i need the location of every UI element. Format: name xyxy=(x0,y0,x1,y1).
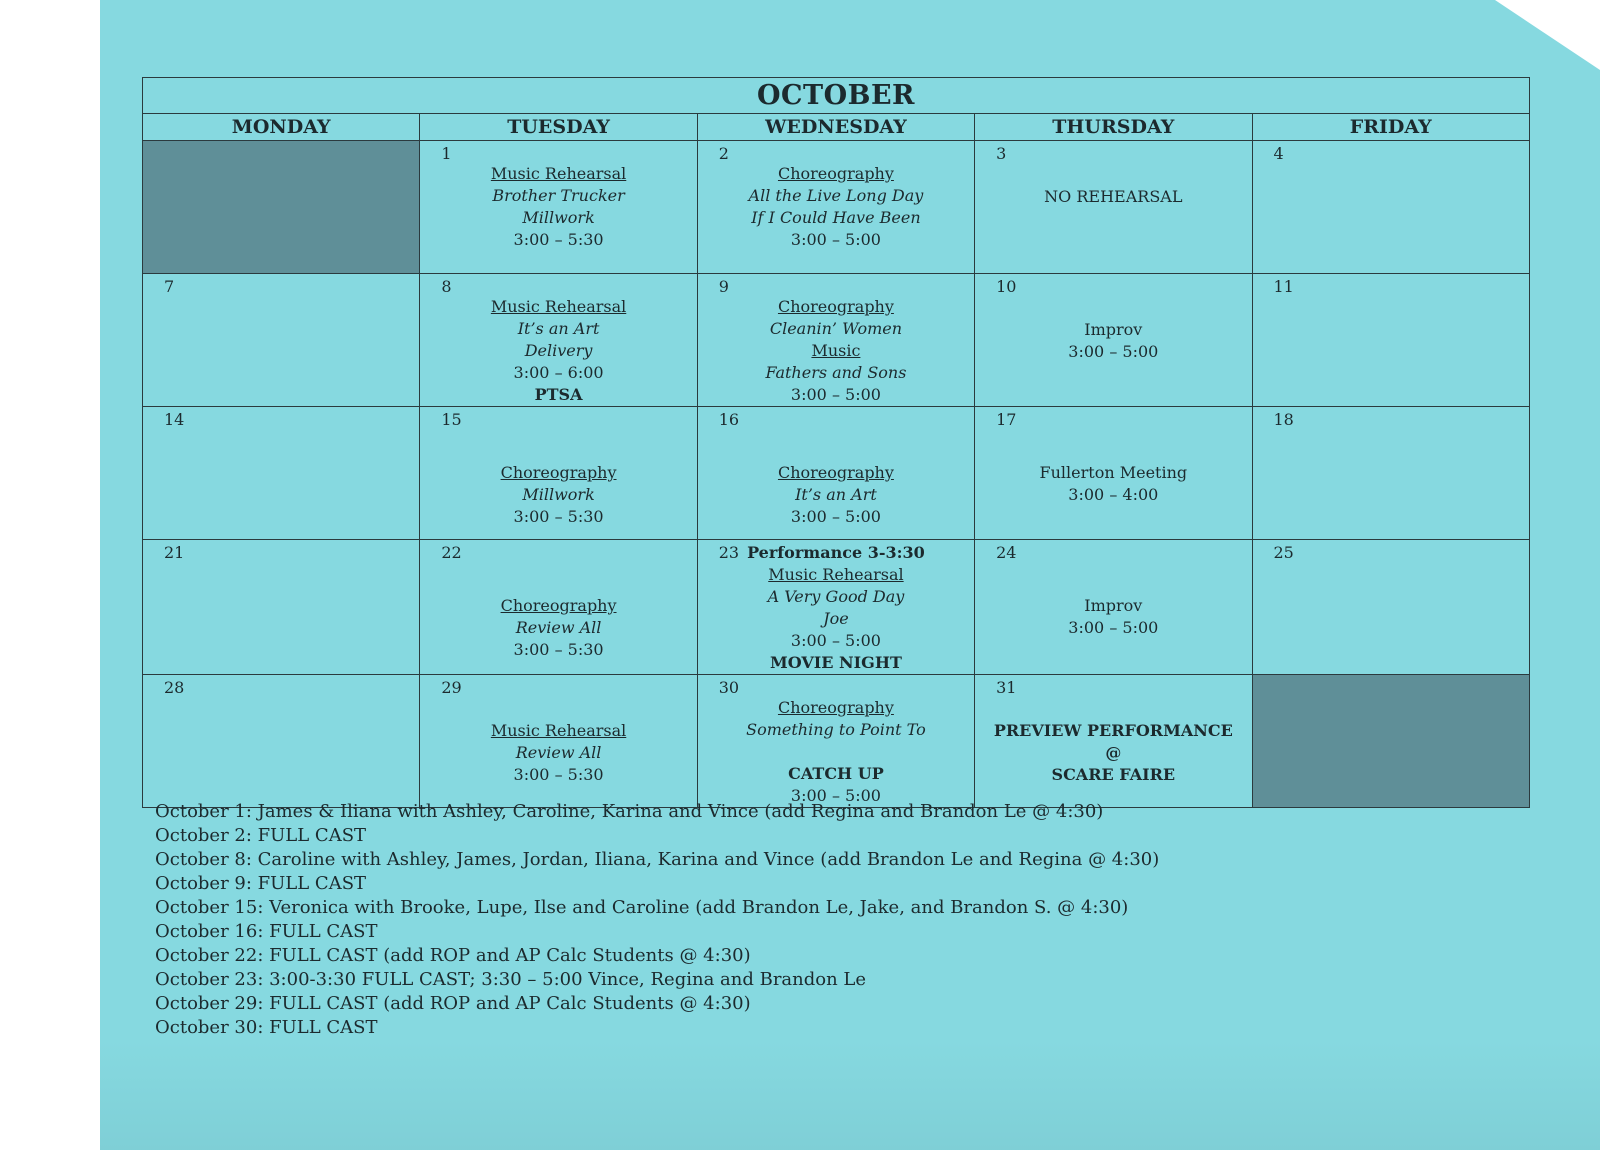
note-line: October 9: FULL CAST xyxy=(155,873,367,894)
event-details xyxy=(1253,407,1530,429)
event-details xyxy=(143,407,419,429)
day-cell-monday xyxy=(143,141,420,274)
note-line: October 1: James & Iliana with Ashley, Caroline, Karina and Vince (add Regina and Brandon Le @ 4:30) xyxy=(155,801,1104,822)
day-cell-tuesday xyxy=(420,141,697,274)
event-line: Improv xyxy=(1084,320,1143,339)
event-line: @ xyxy=(1105,743,1122,762)
event-line: All the Live Long Day xyxy=(748,186,924,205)
day-header-thursday: THURSDAY xyxy=(975,114,1252,141)
day-number: 10 xyxy=(996,277,1017,296)
paper-shadow xyxy=(100,1040,1600,1150)
event-details xyxy=(975,675,1251,786)
note-line: October 2: FULL CAST xyxy=(155,825,367,846)
day-number: 15 xyxy=(441,410,462,429)
event-line: Music Rehearsal xyxy=(490,721,627,740)
day-number: 25 xyxy=(1273,543,1294,562)
day-cell-wednesday xyxy=(697,407,974,540)
note-line: October 8: Caroline with Ashley, James, Jordan, Iliana, Karina and Vince (add Brandon Le and Regina @ 4:30) xyxy=(155,849,1160,870)
event-line: NO REHEARSAL xyxy=(1044,187,1183,206)
event-line: 3:00 – 5:00 xyxy=(1068,618,1159,637)
event-line: Choreography xyxy=(777,698,894,717)
event-line: Fathers and Sons xyxy=(765,363,907,382)
day-cell-monday xyxy=(143,407,420,540)
day-number: 18 xyxy=(1273,410,1294,429)
event-line xyxy=(698,741,974,763)
event-line: SCARE FAIRE xyxy=(1051,765,1176,784)
day-number: 8 xyxy=(441,277,452,296)
event-line: It’s an Art xyxy=(517,319,600,338)
event-details xyxy=(143,675,419,697)
event-line: Something to Point To xyxy=(746,720,926,739)
calendar-week xyxy=(143,407,1530,540)
day-cell-wednesday xyxy=(697,141,974,274)
event-details xyxy=(975,407,1251,506)
event-line: PTSA xyxy=(534,385,583,404)
event-line: 3:00 – 5:30 xyxy=(513,765,604,784)
day-number: 21 xyxy=(164,543,185,562)
calendar-week xyxy=(143,141,1530,274)
event-line: 3:00 – 6:00 xyxy=(513,363,604,382)
event-details xyxy=(1253,141,1530,163)
event-line: 3:00 – 5:00 xyxy=(790,385,881,404)
day-cell-thursday xyxy=(975,141,1252,274)
day-cell-thursday xyxy=(975,274,1252,407)
event-line: Millwork xyxy=(522,485,595,504)
event-line: 3:00 – 5:30 xyxy=(513,230,604,249)
day-cell-friday xyxy=(1252,274,1530,407)
october-calendar xyxy=(142,77,1530,808)
day-number: 14 xyxy=(164,410,185,429)
day-cell-tuesday xyxy=(420,407,697,540)
event-line: Delivery xyxy=(524,341,593,360)
event-line: Music xyxy=(811,341,861,360)
day-number: 3 xyxy=(996,144,1007,163)
cast-notes xyxy=(155,800,1159,1040)
event-line: 3:00 – 5:00 xyxy=(790,786,881,805)
note-line: October 22: FULL CAST (add ROP and AP Calc Students @ 4:30) xyxy=(155,945,751,966)
day-cell-tuesday xyxy=(420,540,697,675)
event-line: Music Rehearsal xyxy=(768,565,904,584)
day-header-friday: FRIDAY xyxy=(1252,114,1530,141)
day-number: 16 xyxy=(718,410,740,429)
day-cell-friday xyxy=(1252,675,1530,808)
event-line: Choreography xyxy=(777,164,894,183)
event-line: 3:00 – 5:00 xyxy=(790,507,881,526)
calendar-week xyxy=(143,274,1530,407)
day-number: 17 xyxy=(996,410,1017,429)
event-details xyxy=(420,675,696,786)
event-details xyxy=(975,540,1251,639)
event-details xyxy=(1253,274,1530,296)
event-line: Review All xyxy=(515,743,602,762)
day-cell-wednesday xyxy=(697,675,974,808)
event-line: Music Rehearsal xyxy=(490,164,627,183)
day-cell-thursday xyxy=(975,675,1252,808)
day-number: 11 xyxy=(1273,277,1294,296)
day-header-wednesday: WEDNESDAY xyxy=(697,114,974,141)
day-cell-monday xyxy=(143,274,420,407)
event-line: 3:00 – 5:00 xyxy=(790,631,881,650)
event-details xyxy=(420,274,696,406)
month-title: OCTOBER xyxy=(143,78,1530,114)
event-details xyxy=(143,274,419,296)
day-cell-wednesday xyxy=(697,274,974,407)
day-number: 7 xyxy=(164,277,175,296)
day-number: 1 xyxy=(441,144,452,163)
event-line: Choreography xyxy=(777,463,894,482)
event-line: Brother Trucker xyxy=(492,186,625,205)
note-line: October 15: Veronica with Brooke, Lupe, Ilse and Caroline (add Brandon Le, Jake, and Brandon S. @ 4:30) xyxy=(155,897,1129,918)
event-details xyxy=(975,274,1251,363)
event-line: 3:00 – 5:00 xyxy=(1068,342,1159,361)
day-number: 24 xyxy=(996,543,1017,562)
event-line: 3:00 – 5:30 xyxy=(513,507,604,526)
note-line: October 23: 3:00-3:30 FULL CAST; 3:30 – 5:00 Vince, Regina and Brandon Le xyxy=(155,969,867,990)
day-number: 29 xyxy=(441,678,462,697)
event-line: 3:00 – 4:00 xyxy=(1068,485,1159,504)
day-number: 23 xyxy=(718,543,740,562)
day-cell-monday xyxy=(143,675,420,808)
event-details xyxy=(143,540,419,562)
day-cell-thursday xyxy=(975,407,1252,540)
event-line: Music Rehearsal xyxy=(490,297,627,316)
day-number: 31 xyxy=(996,678,1017,697)
day-cell-friday xyxy=(1252,407,1530,540)
event-line: PREVIEW PERFORMANCE xyxy=(993,721,1233,740)
event-line: CATCH UP xyxy=(788,764,884,783)
event-line: Performance 3-3:30 xyxy=(747,543,925,562)
event-details xyxy=(698,141,974,251)
event-details xyxy=(1253,675,1530,697)
event-line: 3:00 – 5:30 xyxy=(513,640,604,659)
event-details xyxy=(975,141,1251,208)
event-line: If I Could Have Been xyxy=(751,208,921,227)
day-number: 9 xyxy=(718,277,729,296)
event-details xyxy=(143,141,419,163)
calendar-weeks xyxy=(143,141,1530,808)
event-details xyxy=(698,540,974,674)
event-line: Improv xyxy=(1084,596,1143,615)
event-line: A Very Good Day xyxy=(767,587,905,606)
day-number: 2 xyxy=(718,144,729,163)
event-details xyxy=(420,141,696,251)
event-details xyxy=(420,407,696,528)
event-details xyxy=(698,407,974,528)
day-number: 22 xyxy=(441,543,462,562)
event-line: Millwork xyxy=(522,208,595,227)
day-number: 28 xyxy=(164,678,185,697)
day-cell-friday xyxy=(1252,540,1530,675)
day-header-monday: MONDAY xyxy=(143,114,420,141)
event-line: 3:00 – 5:00 xyxy=(790,230,881,249)
event-line: Fullerton Meeting xyxy=(1039,463,1188,482)
day-cell-monday xyxy=(143,540,420,675)
note-line: October 30: FULL CAST xyxy=(155,1017,378,1038)
event-line: Choreography xyxy=(500,596,617,615)
calendar-week xyxy=(143,675,1530,808)
event-line: Review All xyxy=(515,618,602,637)
day-number: 4 xyxy=(1273,144,1284,163)
event-details xyxy=(420,540,696,661)
event-line: It’s an Art xyxy=(795,485,877,504)
day-cell-thursday xyxy=(975,540,1252,675)
event-details xyxy=(698,274,974,406)
event-line: Joe xyxy=(823,609,849,628)
event-line: Cleanin’ Women xyxy=(769,319,903,338)
note-line: October 29: FULL CAST (add ROP and AP Calc Students @ 4:30) xyxy=(155,993,751,1014)
event-line: Choreography xyxy=(500,463,617,482)
event-line: Choreography xyxy=(777,297,894,316)
day-cell-tuesday xyxy=(420,274,697,407)
calendar-week xyxy=(143,540,1530,675)
event-details xyxy=(1253,540,1530,562)
day-cell-wednesday xyxy=(697,540,974,675)
day-cell-tuesday xyxy=(420,675,697,808)
day-cell-friday xyxy=(1252,141,1530,274)
day-number: 30 xyxy=(718,678,740,697)
event-details xyxy=(698,675,974,807)
day-header-tuesday: TUESDAY xyxy=(420,114,697,141)
event-line: MOVIE NIGHT xyxy=(770,653,902,672)
note-line: October 16: FULL CAST xyxy=(155,921,378,942)
